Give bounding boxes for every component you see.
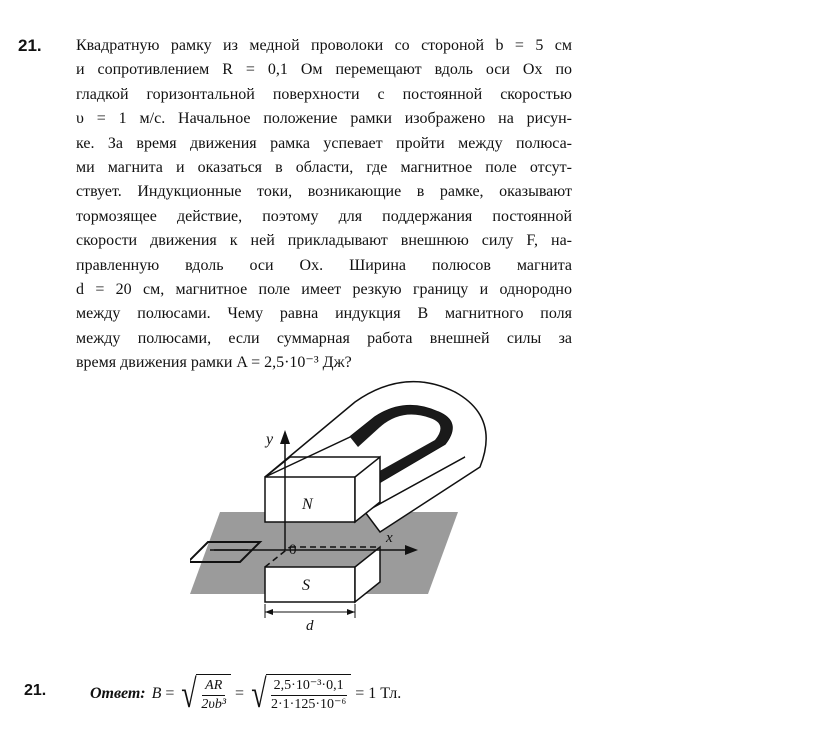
x-axis-label: x [386,530,393,546]
problem-line: ке. За время движения рамка успевает пройти между полюса- [76,134,572,152]
fraction-1-numerator: AR [202,677,225,696]
problem-line: время движения рамки A = 2,5·10⁻³ Дж? [76,354,352,372]
fraction-2-denominator: 2·1·125·10⁻⁶ [271,697,347,712]
fraction-2 [268,677,349,714]
dimension-arrow-right [347,609,355,615]
fraction-2-numerator: 2,5·10⁻³·0,1 [271,677,347,696]
problem-line: ствует. Индукционные токи, возникающие в рамке, оказывают [76,183,572,201]
radical-icon: √ [181,671,198,716]
magnet-figure [190,372,520,632]
problem-line: правленную вдоль оси Ox. Ширина полюсов магнита [76,256,572,274]
problem-line: d = 20 см, магнитное поле имеет резкую границу и однородно [76,281,572,299]
radical-icon: √ [251,671,267,716]
problem-line: и сопротивлением R = 0,1 Ом перемещают вдоль оси Ox по [76,61,572,79]
y-axis-arrow [280,430,290,444]
problem-number: 21. [18,36,42,55]
fraction-1-denominator: 2υb³ [201,697,227,712]
problem-line: между полюсами. Чему равна индукция B магнитного поля [76,305,572,323]
problem-line: тормозящее действие, поэтому для поддержания постоянной [76,207,572,225]
south-pole-label: S [302,577,310,594]
problem-line: гладкой горизонтальной поверхности с постоянной скоростью [76,85,572,103]
answer-result: 1 Тл. [368,685,402,702]
problem-line: υ = 1 м/с. Начальное положение рамки изображено на рисун- [76,110,572,128]
problem-line: ми магнита и оказаться в области, где магнитное поле отсут- [76,159,572,177]
sqrt-1 [178,671,231,716]
problem-line: скорости движения к ней прикладывают внешнюю силу F, на- [76,232,572,250]
north-pole-label: N [302,496,313,513]
sqrt-2 [248,671,351,716]
equals-sign: = [355,685,365,702]
problem-line: между полюсами, если суммарная работа внешней силы за [76,329,572,347]
answer-number: 21. [24,682,47,699]
equals-sign: = [165,685,175,702]
equals-sign: = [235,685,245,702]
answer-label: Ответ: [90,685,146,702]
answer-lhs: B [151,685,162,702]
south-pole-front [265,567,355,602]
width-label: d [306,618,314,632]
problem-text [76,34,572,376]
problem-line: Квадратную рамку из медной проволоки со стороной b = 5 см [76,37,572,54]
fraction-1 [198,677,229,714]
dimension-arrow-left [265,609,273,615]
answer-formula [90,664,401,724]
origin-label: 0 [289,542,297,558]
y-axis-label: y [266,431,274,448]
